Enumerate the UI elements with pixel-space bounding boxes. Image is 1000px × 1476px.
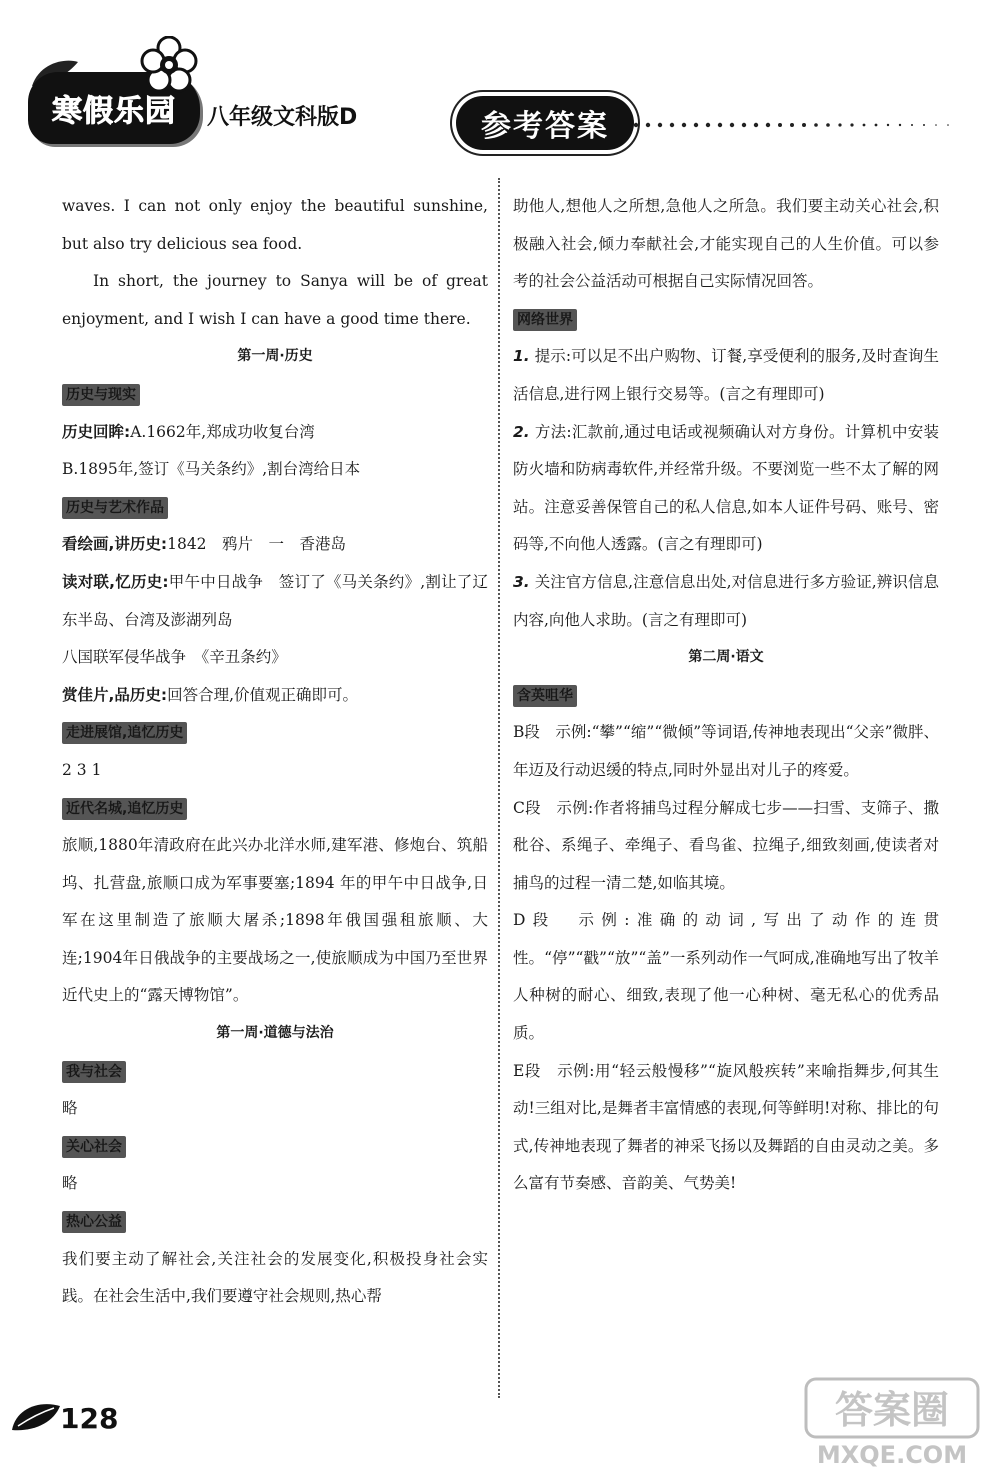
left-column — [62, 188, 488, 1316]
flower-icon — [140, 36, 198, 94]
me-society-answer: 略 — [62, 1099, 78, 1118]
paragraph-c-answer: C段 示例:作者将捕鸟过程分解成七步——扫雪、支筛子、撒秕谷、系绳子、牵绳子、看鸟雀、拉绳子,细致刻画,使读者对捕鸟的过程一清二楚,如临其境。 — [513, 798, 939, 892]
tag-chinese: 含英咀华 — [513, 685, 577, 707]
tag-memorial: 走进展馆,追忆历史 — [62, 722, 187, 744]
tag-public-welfare: 热心公益 — [62, 1211, 126, 1233]
page-header — [0, 0, 1000, 175]
network-answer-3: 3. 关注官方信息,注意信息出处,对信息进行多方验证,辨识信息内容,向他人求助。(言之有理即可) — [513, 572, 939, 629]
history-section-title: 第一周·历史 — [237, 348, 313, 365]
right-column — [513, 188, 939, 1203]
famous-city-answer: 旅顺,1880年清政府在此兴办北洋水师,建军港、修炮台、筑船坞、扎营盘,旅顺口成为军事要塞;1894 年的甲午中日战争,日军在这里制造了旅顺大屠杀;1898年俄国强租旅顺、大连;1904年日俄战争的主要战场之一,使旅顺成为中国乃至世界近代史上的“露天博物馆”。 — [62, 836, 488, 1005]
logo-text: 寒假乐园 — [52, 94, 176, 129]
welfare-answer-continued: 助他人,想他人之所想,急他人之所急。我们要主动关心社会,积极融入社会,倾力奉献社会,才能实现自己的人生价值。可以参考的社会公益活动可根据自己实际情况回答。 — [513, 197, 939, 291]
leaf-footer-icon — [10, 1400, 62, 1434]
english-paragraph-1: waves. I can not only enjoy the beautiful sunshine, but also try delicious sea food. — [62, 197, 488, 253]
tag-network-world: 网络世界 — [513, 309, 577, 331]
couplet-answer: 读对联,忆历史:甲午中日战争 签订了《马关条约》,割让了辽东半岛、台湾及澎湖列岛 — [62, 572, 488, 629]
tag-care-society: 关心社会 — [62, 1136, 126, 1158]
tag-history-art: 历史与艺术作品 — [62, 497, 168, 519]
eight-nations-answer: 八国联军侵华战争 《辛丑条约》 — [62, 648, 287, 667]
morality-section-title: 第一周·道德与法治 — [216, 1025, 334, 1042]
watermark-text: 答案圈 — [834, 1388, 950, 1432]
watermark-logo — [800, 1375, 985, 1470]
answer-title: 参考答案 — [481, 109, 609, 144]
history-review: 历史回眸:A.1662年,郑成功收复台湾 — [62, 422, 315, 441]
dotted-ornament — [630, 118, 970, 132]
page-number: 128 — [60, 1402, 119, 1435]
column-divider — [498, 178, 500, 1398]
memorial-answer: 2 3 1 — [62, 760, 102, 779]
film-answer: 赏佳片,品历史:回答合理,价值观正确即可。 — [62, 685, 359, 704]
history-review-b: B.1895年,签订《马关条约》,割台湾给日本 — [62, 460, 361, 479]
network-answer-2: 2. 方法:汇款前,通过电话或视频确认对方身份。计算机中安装防火墙和防病毒软件,并经常升级。不要浏览一些不太了解的网站。注意妥善保管自己的私人信息,如本人证件号码、账号、密码等,不向他人透露。(言之有理即可) — [513, 422, 939, 554]
painting-answer: 看绘画,讲历史:1842 鸦片 一 香港岛 — [62, 535, 347, 554]
english-paragraph-2: In short, the journey to Sanya will be of great enjoyment, and I wish I can have a good time there. — [62, 272, 488, 328]
tag-famous-city: 近代名城,追忆历史 — [62, 798, 187, 820]
tag-me-society: 我与社会 — [62, 1061, 126, 1083]
answer-title-badge — [456, 96, 634, 150]
paragraph-e-answer: E段 示例:用“轻云般慢移”“旋风般疾转”来喻指舞步,何其生动!三组对比,是舞者丰富情感的表现,何等鲜明!对称、排比的句式,传神地表现了舞者的神采飞扬以及舞蹈的自由灵动之美。多么富有节奏感、音韵美、气势美! — [513, 1061, 939, 1193]
paragraph-b-answer: B段 示例:“攀”“缩”“微倾”等词语,传神地表现出“父亲”微胖、年迈及行动迟缓的特点,同时外显出对儿子的疼爱。 — [513, 723, 939, 779]
tag-history-reality: 历史与现实 — [62, 384, 140, 406]
care-society-answer: 略 — [62, 1174, 78, 1193]
chinese-section-title: 第二周·语文 — [688, 649, 764, 666]
watermark-url: MXQE.COM — [816, 1441, 968, 1469]
welfare-answer: 我们要主动了解社会,关注社会的发展变化,积极投身社会实践。在社会生活中,我们要遵守社会规则,热心帮 — [62, 1249, 488, 1306]
paragraph-d-answer: D段 示例:准确的动词,写出了动作的连贯性。“停”“戳”“放”“盖”一系列动作一气呵成,准确地写出了牧羊人种树的耐心、细致,表现了他一心种树、毫无私心的优秀品质。 — [513, 911, 939, 1043]
grade-label: 八年级文科版D — [207, 105, 358, 130]
network-answer-1: 1. 提示:可以足不出户购物、订餐,享受便利的服务,及时查询生活信息,进行网上银行交易等。(言之有理即可) — [513, 347, 939, 403]
